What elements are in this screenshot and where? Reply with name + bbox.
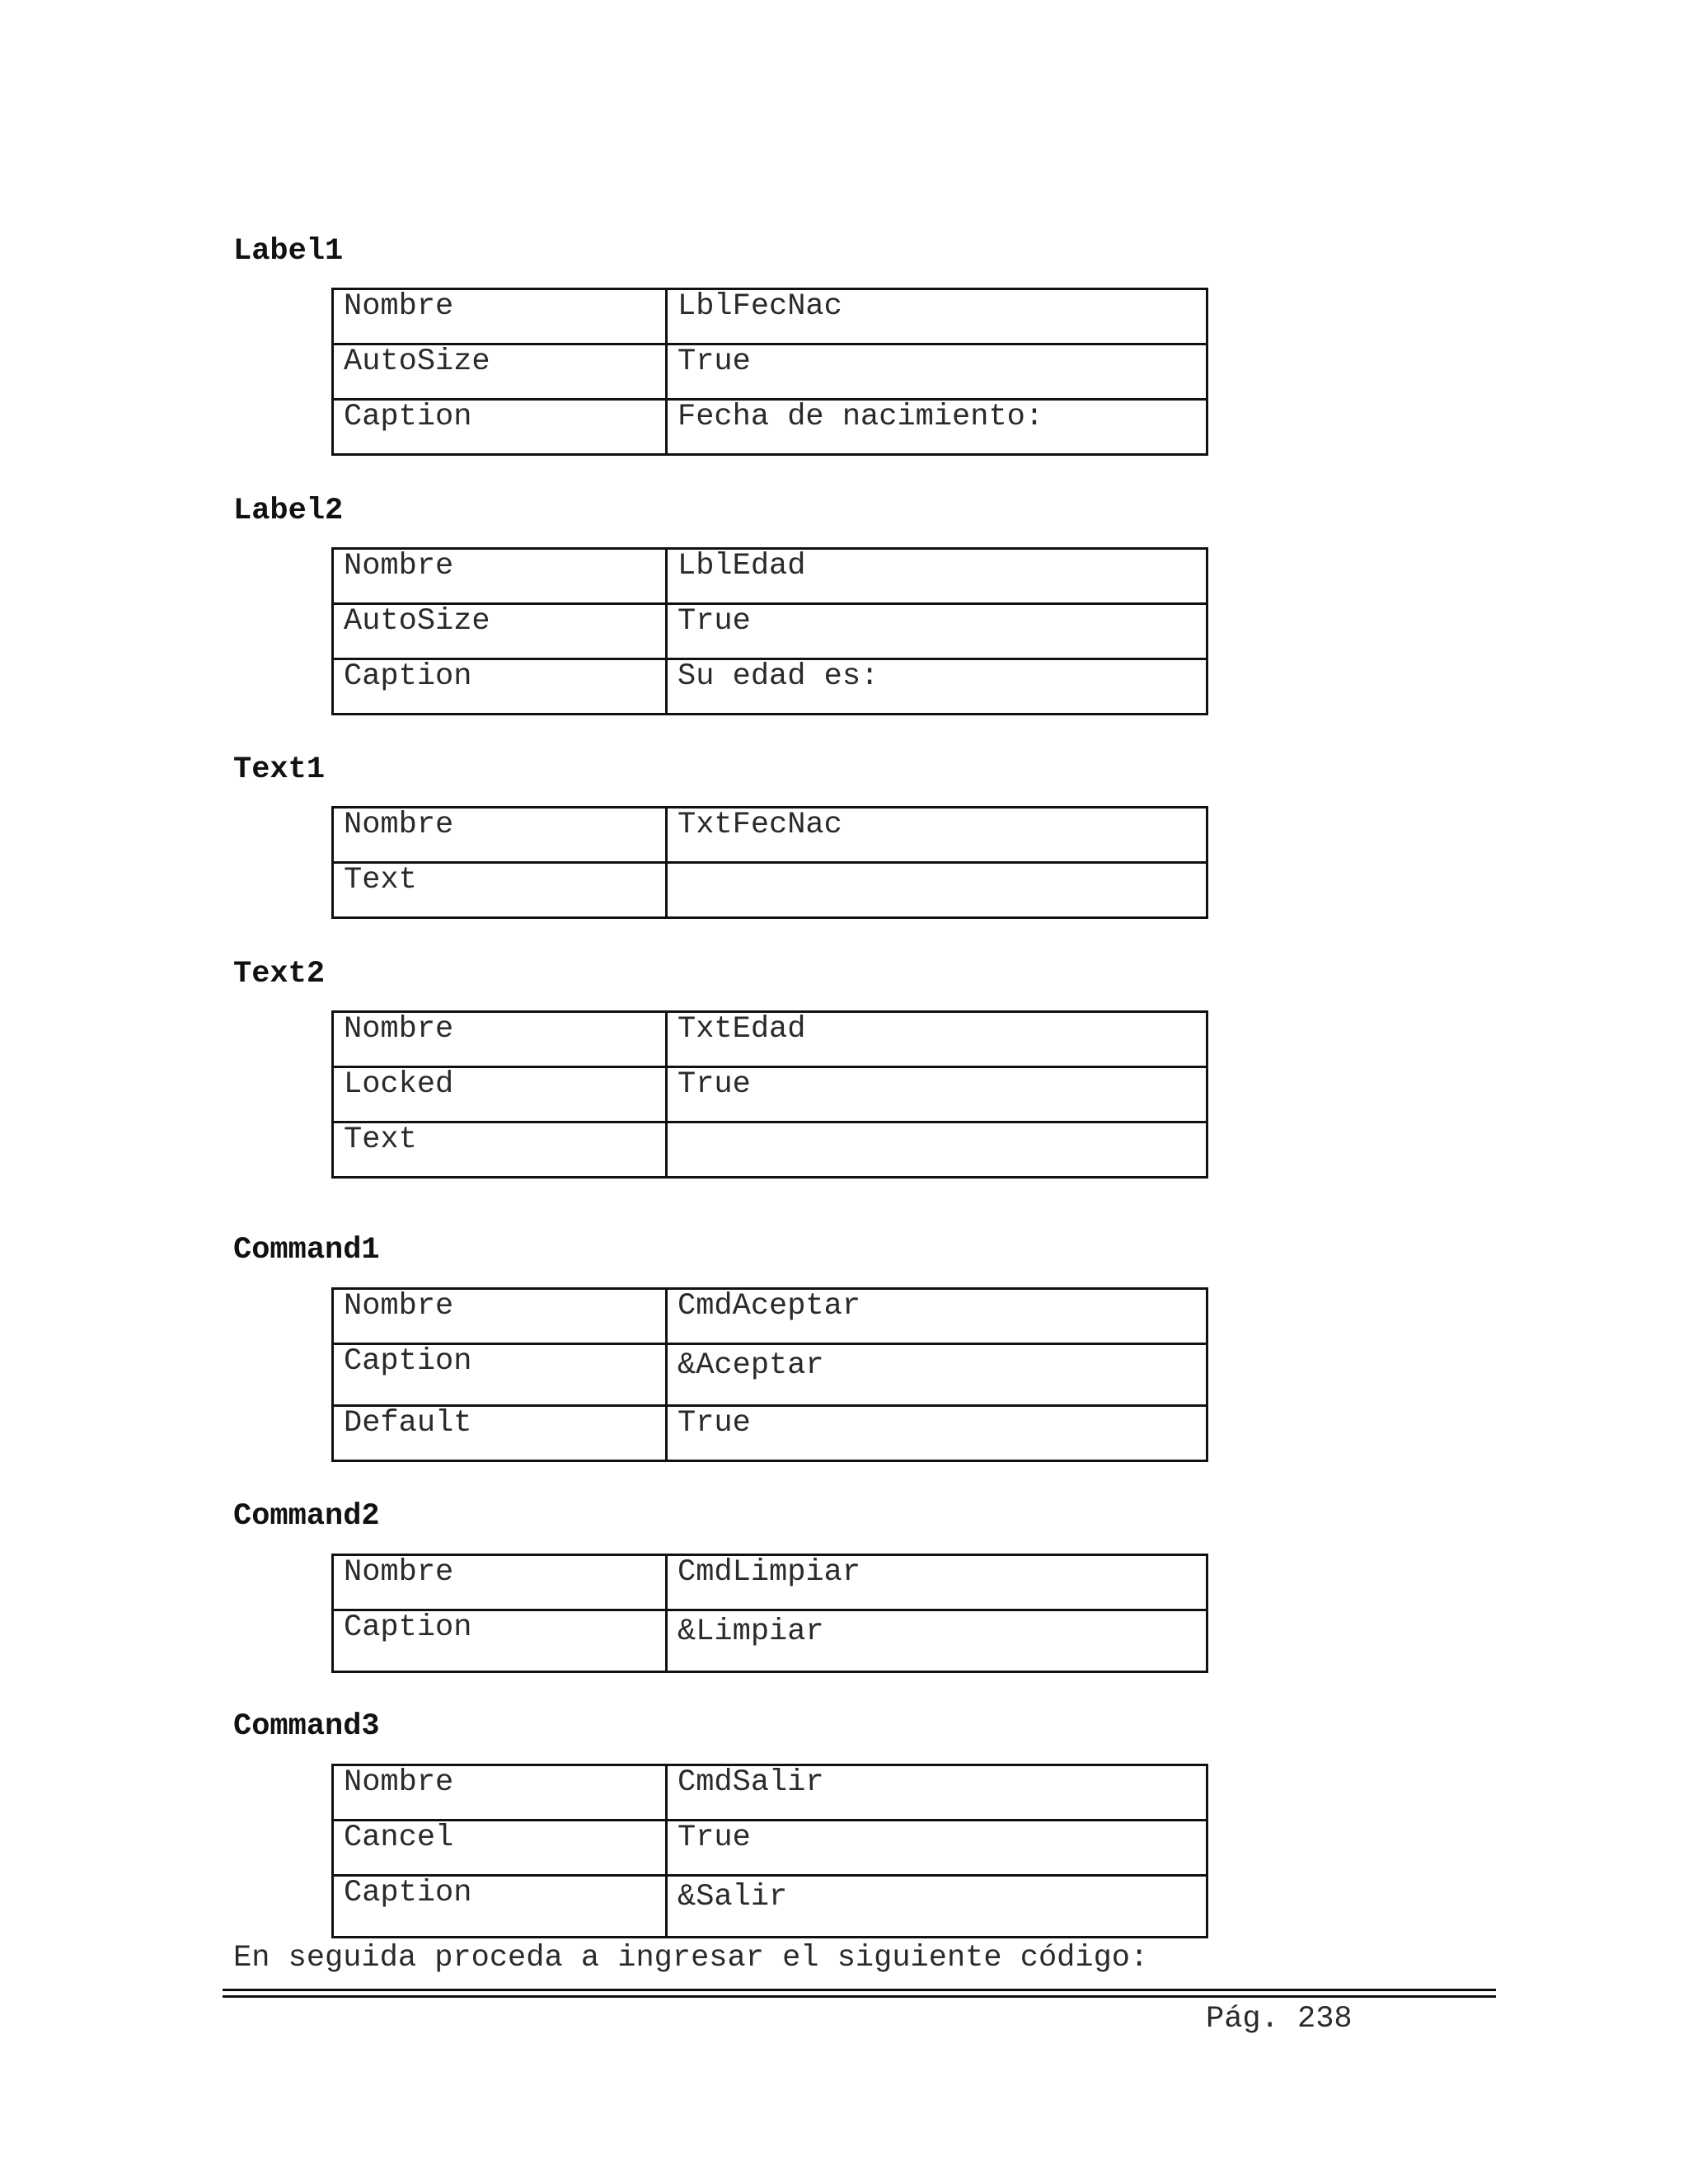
property-value: CmdAceptar <box>667 1289 1207 1344</box>
section-heading-text2: Text2 <box>233 957 326 991</box>
property-value: TxtFecNac <box>667 808 1207 863</box>
property-name: Caption <box>333 400 667 455</box>
property-name: Caption <box>333 659 667 715</box>
property-value-cell <box>667 1344 1207 1406</box>
properties-table-text1 <box>331 806 1208 919</box>
table-row <box>333 400 1207 455</box>
table-row <box>333 549 1207 604</box>
property-value: &Aceptar <box>678 1348 824 1383</box>
section-heading-text1: Text1 <box>233 752 326 787</box>
property-value: &Limpiar <box>678 1615 824 1649</box>
property-name: Nombre <box>333 549 667 604</box>
property-value: True <box>667 1406 1207 1461</box>
property-value: TxtEdad <box>667 1012 1207 1067</box>
property-name: Nombre <box>333 1289 667 1344</box>
property-name: Nombre <box>333 1765 667 1821</box>
table-row <box>333 1122 1207 1178</box>
body-paragraph: En seguida proceda a ingresar el siguiente código: <box>233 1941 1149 1975</box>
property-value: Fecha de nacimiento: <box>667 400 1207 455</box>
property-name: Nombre <box>333 808 667 863</box>
property-name: Caption <box>333 1610 667 1672</box>
table-row <box>333 1067 1207 1122</box>
property-name: Locked <box>333 1067 667 1122</box>
property-value <box>667 1122 1207 1178</box>
table-row <box>333 289 1207 344</box>
table-row <box>333 1765 1207 1821</box>
properties-table-label1 <box>331 288 1208 456</box>
section-heading-command1: Command1 <box>233 1233 380 1268</box>
table-row <box>333 1289 1207 1344</box>
property-name: Cancel <box>333 1821 667 1876</box>
property-name: Caption <box>333 1876 667 1938</box>
property-name: Text <box>333 1122 667 1178</box>
section-heading-label2: Label2 <box>233 494 344 528</box>
property-value: True <box>667 1067 1207 1122</box>
property-value-cell <box>667 1610 1207 1672</box>
table-row <box>333 863 1207 918</box>
table-row <box>333 604 1207 659</box>
properties-table-command2 <box>331 1554 1208 1673</box>
table-row <box>333 1610 1207 1672</box>
footer-divider <box>223 1995 1496 1998</box>
property-value: &Salir <box>678 1880 788 1915</box>
property-value: True <box>667 344 1207 400</box>
table-row <box>333 808 1207 863</box>
property-value: Su edad es: <box>667 659 1207 715</box>
properties-table-text2 <box>331 1010 1208 1179</box>
property-value: LblEdad <box>667 549 1207 604</box>
table-row <box>333 1344 1207 1406</box>
property-name: Nombre <box>333 1012 667 1067</box>
table-row <box>333 1821 1207 1876</box>
property-value: CmdLimpiar <box>667 1555 1207 1610</box>
properties-table-label2 <box>331 547 1208 715</box>
table-row <box>333 1012 1207 1067</box>
property-value-cell <box>667 1876 1207 1938</box>
table-row <box>333 1406 1207 1461</box>
property-name: Nombre <box>333 1555 667 1610</box>
property-value: LblFecNac <box>667 289 1207 344</box>
property-value: True <box>667 1821 1207 1876</box>
property-name: Caption <box>333 1344 667 1406</box>
properties-table-command3 <box>331 1764 1208 1938</box>
property-name: Text <box>333 863 667 918</box>
properties-table-command1 <box>331 1287 1208 1462</box>
section-heading-label1: Label1 <box>233 234 344 269</box>
property-name: Nombre <box>333 289 667 344</box>
section-heading-command2: Command2 <box>233 1499 380 1534</box>
property-name: AutoSize <box>333 344 667 400</box>
footer-divider <box>223 1989 1496 1991</box>
table-row <box>333 1555 1207 1610</box>
property-value <box>667 863 1207 918</box>
property-value: True <box>667 604 1207 659</box>
table-row <box>333 659 1207 715</box>
property-value: CmdSalir <box>667 1765 1207 1821</box>
property-name: AutoSize <box>333 604 667 659</box>
page-number: Pág. 238 <box>1206 2002 1353 2036</box>
section-heading-command3: Command3 <box>233 1709 380 1744</box>
property-name: Default <box>333 1406 667 1461</box>
table-row <box>333 344 1207 400</box>
table-row <box>333 1876 1207 1938</box>
